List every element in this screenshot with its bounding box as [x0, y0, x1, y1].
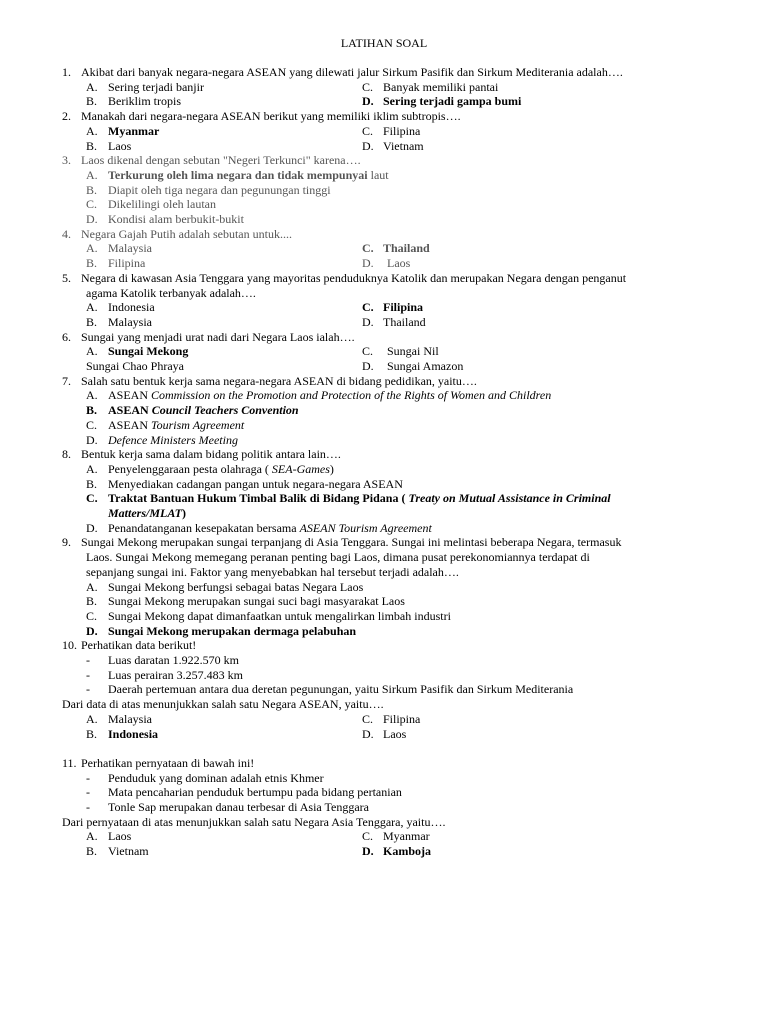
question-text-continued	[86, 286, 256, 301]
data-bullet	[86, 668, 243, 683]
option-text: Malaysia	[108, 711, 152, 726]
option-text-tail: )	[329, 461, 334, 476]
bullet-dash: -	[86, 785, 90, 800]
page-title: LATIHAN SOAL	[340, 36, 428, 50]
question-text	[62, 535, 621, 550]
answer-option	[86, 168, 389, 183]
option-letter: B.	[86, 94, 98, 109]
option-text: Malaysia	[108, 241, 152, 256]
option-letter: D.	[362, 726, 374, 741]
option-text-italic: ASEAN Tourism Agreement	[299, 520, 432, 535]
answer-option	[86, 403, 299, 418]
question-text-part: Negara di kawasan Asia Tenggara yang mayoritas penduduknya Katolik dan merupakan Negara dengan penganut	[81, 270, 627, 285]
answer-option	[362, 241, 430, 256]
option-letter: D.	[362, 138, 374, 153]
option-text: Penandatanganan kesepakatan bersama	[108, 520, 297, 535]
option-text: Filipina	[108, 256, 146, 271]
question-text-part: Sungai yang menjadi urat nadi dari Negara Laos ialah….	[81, 329, 355, 344]
option-letter: D.	[86, 623, 98, 638]
answer-option	[86, 315, 152, 330]
option-letter: A.	[86, 123, 98, 138]
option-letter: B.	[86, 403, 98, 418]
option-text: Vietnam	[383, 138, 424, 153]
option-letter: C.	[362, 344, 374, 359]
option-letter: A.	[86, 167, 98, 182]
option-text: Dikelilingi oleh lautan	[108, 197, 216, 212]
option-text: Myanmar	[383, 829, 430, 844]
question-stem	[62, 815, 445, 830]
option-letter: D.	[362, 94, 374, 109]
question-number: 11.	[62, 755, 77, 770]
question-text-continued	[86, 550, 590, 565]
option-text: Beriklim tropis	[108, 94, 181, 109]
option-text: ASEAN	[108, 388, 149, 403]
answer-option	[362, 94, 521, 109]
question-text-continued	[86, 565, 459, 580]
question-text-part: Akibat dari banyak negara-negara ASEAN yang dilewati jalur Sirkum Pasifik dan Sirkum Mediterania adalah….	[81, 65, 623, 79]
option-letter: C.	[362, 711, 374, 726]
option-letter: C.	[362, 79, 374, 94]
question-text-part: Salah satu bentuk kerja sama negara-negara ASEAN di bidang pedidikan, yaitu….	[81, 373, 477, 388]
option-text: Laos	[108, 829, 132, 844]
question-number: 3.	[62, 153, 71, 168]
answer-option	[86, 433, 238, 448]
answer-option	[86, 418, 244, 433]
question-text	[62, 330, 355, 345]
question-text-part: sepanjang sungai ini. Faktor yang menyebabkan hal tersebut terjadi adalah….	[86, 564, 459, 579]
stem-text: Dari pernyataan di atas menunjukkan salah satu Negara Asia Tenggara, yaitu….	[62, 814, 446, 829]
answer-option	[86, 344, 188, 359]
option-letter: B.	[86, 476, 98, 491]
option-letter: B.	[86, 844, 98, 859]
data-bullet	[86, 785, 402, 800]
stem-text: Dari data di atas menunjukkan salah satu Negara ASEAN, yaitu….	[62, 697, 384, 712]
bullet-dash: -	[86, 667, 90, 682]
question-text	[62, 227, 292, 242]
answer-option	[86, 124, 159, 139]
option-text: Diapit oleh tiga negara dan pegunungan tinggi	[108, 182, 331, 197]
answer-option	[86, 388, 551, 403]
question-number: 4.	[62, 226, 71, 241]
question-text-part: Bentuk kerja sama dalam bidang politik antara lain….	[81, 447, 341, 462]
answer-option	[86, 256, 145, 271]
answer-option	[86, 829, 131, 844]
question-text-part: Manakah dari negara-negara ASEAN berikut yang memiliki iklim subtropis….	[81, 109, 461, 124]
option-letter: C.	[86, 417, 98, 432]
option-text-italic: SEA-Games	[271, 461, 330, 476]
question-number: 2.	[62, 109, 71, 124]
answer-option	[362, 727, 406, 742]
question-number: 10.	[62, 638, 77, 653]
option-letter: A.	[86, 461, 98, 476]
option-text: Sungai Mekong merupakan dermaga pelabuhan	[108, 623, 357, 638]
option-letter: C.	[86, 491, 98, 506]
option-letter: D.	[86, 520, 98, 535]
answer-option	[362, 139, 424, 154]
question-text	[62, 638, 196, 653]
question-text	[62, 153, 361, 168]
question-number: 6.	[62, 329, 71, 344]
answer-option	[362, 124, 420, 139]
option-text: Kondisi alam berbukit-bukit	[108, 212, 244, 226]
question-text-part: agama Katolik terbanyak adalah….	[86, 285, 256, 300]
answer-option	[86, 609, 451, 624]
option-text-tail: laut	[367, 167, 389, 182]
question-text-part: Laos dikenal dengan sebutan "Negeri Terkunci" karena….	[81, 153, 361, 168]
answer-option	[86, 197, 216, 212]
option-text: Filipina	[383, 300, 424, 315]
question-text-part: Negara Gajah Putih adalah sebutan untuk....	[81, 226, 292, 241]
question-text	[62, 271, 626, 286]
answer-option	[362, 315, 426, 330]
question-number: 1.	[62, 65, 71, 79]
question-text	[62, 109, 461, 124]
option-letter: B.	[86, 182, 98, 197]
answer-option	[86, 212, 244, 227]
option-text-continued	[108, 506, 186, 521]
option-text: Filipina	[383, 711, 421, 726]
answer-option	[86, 80, 204, 95]
question-text-part: Perhatikan pernyataan di bawah ini!	[81, 755, 255, 770]
option-text: Sungai Mekong merupakan sungai suci bagi masyarakat Laos	[108, 594, 405, 609]
bullet-dash: -	[86, 653, 90, 667]
option-text: Indonesia	[108, 300, 155, 315]
bullet-text: Luas perairan 3.257.483 km	[108, 667, 243, 682]
bullet-text: Daerah pertemuan antara dua deretan pegunungan, yaitu Sirkum Pasifik dan Sirkum Mediterania	[108, 682, 574, 697]
answer-option	[362, 344, 439, 359]
option-text: Thailand	[383, 314, 426, 329]
option-text: Thailand	[383, 241, 430, 256]
option-text: Malaysia	[108, 314, 152, 329]
option-letter: B.	[86, 594, 98, 609]
answer-option	[362, 844, 431, 859]
option-letter: B.	[86, 726, 98, 741]
bullet-dash: -	[86, 800, 90, 814]
question-number: 7.	[62, 373, 71, 388]
option-text: Sungai Mekong	[108, 344, 189, 359]
answer-option	[86, 727, 158, 742]
option-text: Sungai Amazon	[387, 359, 464, 373]
option-letter: D.	[362, 359, 374, 373]
option-text: ASEAN	[108, 403, 149, 418]
answer-option	[362, 80, 498, 95]
question-text	[62, 374, 477, 389]
question-number: 8.	[62, 447, 71, 462]
option-text: Laos	[383, 726, 407, 741]
option-text-italic: Tourism Agreement	[151, 417, 245, 432]
option-text: Banyak memiliki pantai	[383, 79, 499, 94]
option-letter: C.	[362, 241, 374, 256]
answer-option	[362, 256, 410, 271]
option-text: Vietnam	[108, 844, 149, 859]
option-text: Traktat Bantuan Hukum Timbal Balik di Bidang Pidana (	[108, 491, 406, 506]
answer-option	[86, 477, 403, 492]
question-text	[62, 65, 623, 80]
answer-option	[86, 139, 131, 154]
option-letter: C.	[362, 300, 374, 315]
bullet-text: Mata pencaharian penduduk bertumpu pada bidang pertanian	[108, 785, 402, 800]
option-letter: B.	[86, 256, 98, 271]
option-letter: A.	[86, 300, 98, 315]
option-letter: A.	[86, 829, 98, 844]
answer-option	[86, 594, 405, 609]
option-letter: D.	[362, 844, 374, 859]
question-stem	[62, 697, 384, 712]
question-text-part: Sungai Mekong merupakan sungai terpanjang di Asia Tenggara. Sungai ini melintasi beberapa Negara, termasuk	[81, 535, 622, 550]
answer-option	[362, 359, 463, 374]
answer-option	[86, 462, 334, 477]
option-text: Sungai Mekong dapat dimanfaatkan untuk mengalirkan limbah industri	[108, 608, 451, 623]
bullet-text: Penduduk yang dominan adalah etnis Khmer	[108, 770, 324, 785]
option-letter: D.	[362, 256, 374, 271]
bullet-text: Luas daratan 1.922.570 km	[108, 653, 239, 667]
option-text: Kamboja	[383, 844, 431, 859]
option-text-italic: Treaty on Mutual Assistance in Criminal	[408, 491, 611, 506]
option-text: Sering terjadi banjir	[108, 79, 204, 94]
bullet-text: Tonle Sap merupakan danau terbesar di Asia Tenggara	[108, 800, 370, 814]
option-letter: D.	[86, 432, 98, 447]
option-text-italic: Matters/MLAT	[108, 506, 183, 520]
answer-option	[86, 844, 149, 859]
option-letter: C.	[362, 829, 374, 844]
option-text-italic: Council Teachers Convention	[151, 403, 299, 418]
option-letter: A.	[86, 579, 98, 594]
question-number: 5.	[62, 270, 71, 285]
option-letter: A.	[86, 79, 98, 94]
option-text: Terkurung oleh lima negara dan tidak mempunyai	[108, 167, 368, 182]
answer-option	[86, 580, 363, 595]
option-text: Penyelenggaraan pesta olahraga (	[108, 461, 269, 476]
option-letter: D.	[362, 314, 374, 329]
option-text: Sungai Chao Phraya	[86, 359, 184, 373]
option-text-italic: Commission on the Promotion and Protection of the Rights of Women and Children	[151, 388, 552, 403]
option-letter: A.	[86, 711, 98, 726]
option-letter: A.	[86, 241, 98, 256]
option-letter: C.	[86, 608, 98, 623]
bullet-dash: -	[86, 770, 90, 785]
option-text: Menyediakan cadangan pangan untuk negara-negara ASEAN	[108, 476, 403, 491]
answer-option	[86, 624, 356, 639]
option-text: Myanmar	[108, 123, 160, 138]
data-bullet	[86, 682, 573, 697]
answer-option	[86, 241, 152, 256]
option-letter: B.	[86, 314, 98, 329]
option-letter: B.	[86, 138, 98, 153]
question-number: 9.	[62, 535, 71, 550]
answer-option	[362, 712, 420, 727]
option-text: Sungai Nil	[387, 344, 439, 359]
question-text-part: Perhatikan data berikut!	[81, 638, 197, 653]
option-text: Laos	[108, 138, 132, 153]
option-letter: A.	[86, 344, 98, 359]
answer-option	[86, 359, 184, 374]
option-letter: C.	[86, 197, 98, 212]
answer-option	[86, 183, 331, 198]
data-bullet	[86, 771, 324, 786]
answer-option	[86, 491, 611, 506]
option-text: Sungai Mekong berfungsi sebagai batas Negara Laos	[108, 579, 364, 594]
answer-option	[86, 521, 432, 536]
answer-option	[362, 300, 423, 315]
question-text	[62, 447, 341, 462]
option-text: ASEAN	[108, 417, 149, 432]
option-text: Sering terjadi gampa bumi	[383, 94, 522, 109]
data-bullet	[86, 653, 239, 668]
option-letter: D.	[86, 212, 98, 226]
option-text-italic: Defence Ministers Meeting	[108, 432, 238, 447]
bullet-dash: -	[86, 682, 90, 697]
option-letter: A.	[86, 388, 98, 403]
question-text	[62, 756, 254, 771]
option-letter: C.	[362, 123, 374, 138]
answer-option	[86, 94, 181, 109]
option-text: Laos	[387, 256, 411, 271]
question-text-part: Laos. Sungai Mekong memegang peranan penting bagi Laos, dimana pusat perekonomiannya terdapat di	[86, 550, 590, 565]
option-text-tail: )	[182, 506, 187, 520]
option-text: Filipina	[383, 123, 421, 138]
data-bullet	[86, 800, 369, 815]
option-text: Indonesia	[108, 726, 159, 741]
answer-option	[362, 829, 430, 844]
answer-option	[86, 712, 152, 727]
answer-option	[86, 300, 155, 315]
